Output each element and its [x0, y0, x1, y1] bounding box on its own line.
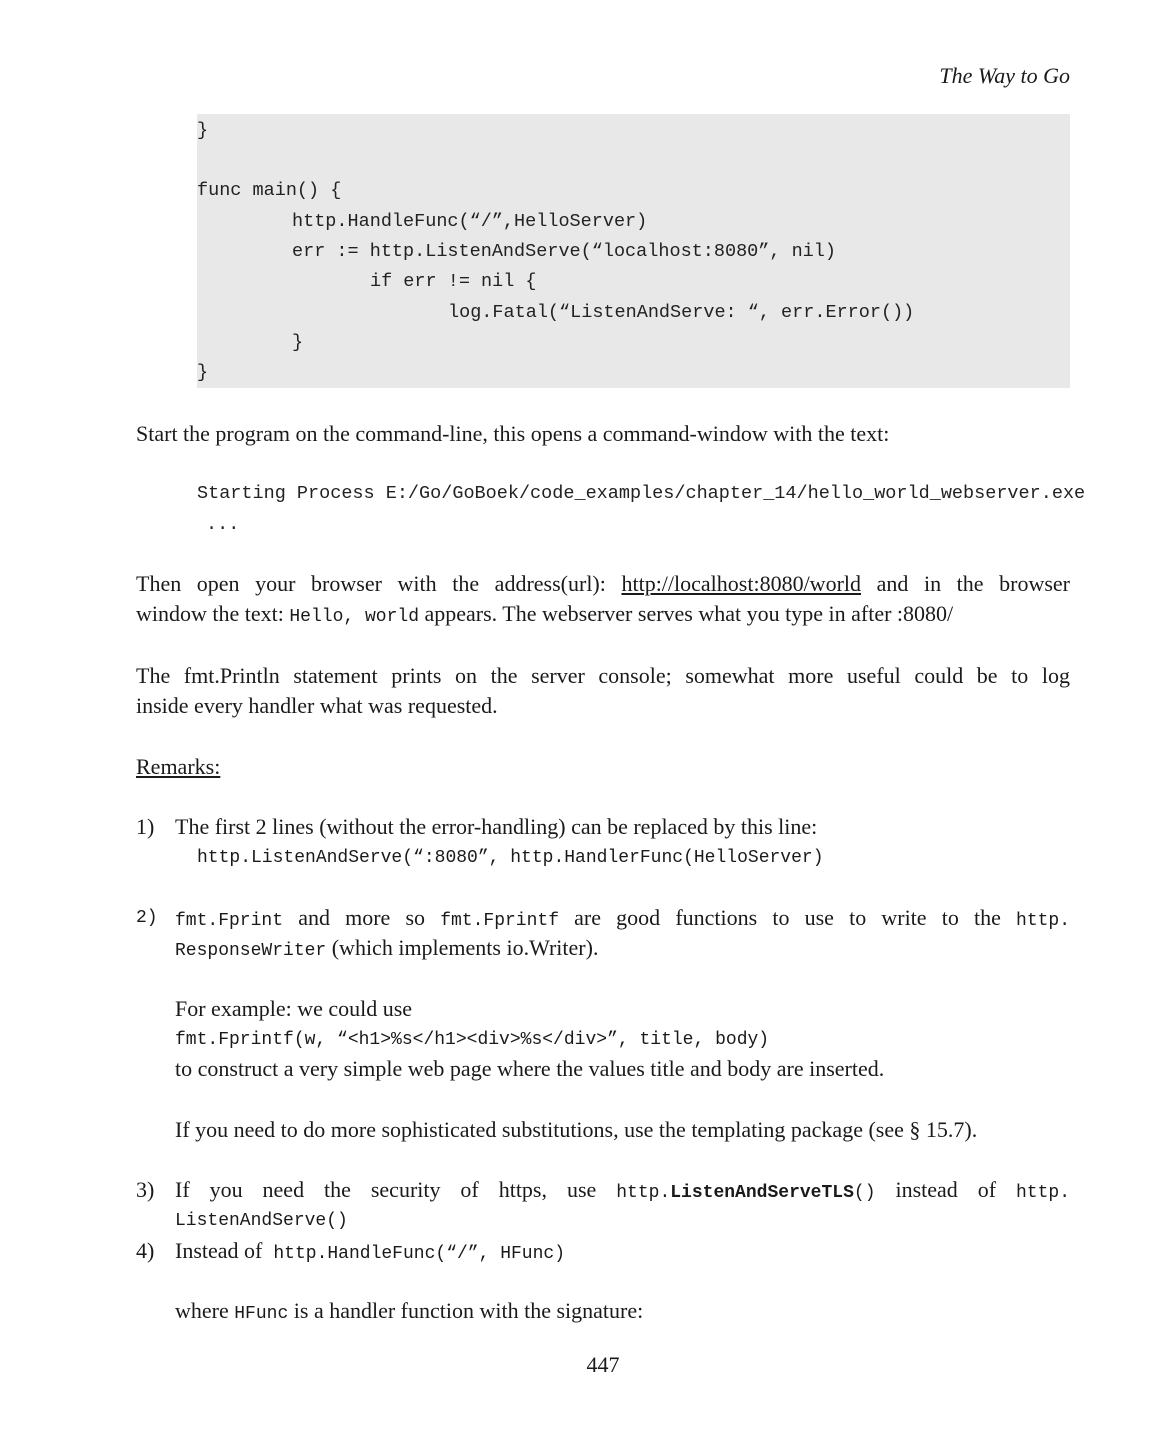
code-part: http.	[616, 1183, 671, 1203]
text: appears. The webserver serves what you type in after :8080/	[424, 601, 954, 626]
list-item-text: For example: we could use	[175, 996, 413, 1021]
paragraph-line	[136, 570, 1070, 598]
inline-code: http.	[1016, 1183, 1070, 1203]
inline-code: fmt.Fprint	[175, 911, 284, 931]
command-ellipsis: ...	[206, 514, 240, 535]
command-output: Starting Process E:/Go/GoBoek/code_examples/chapter_14/hello_world_webserver.exe	[197, 483, 1086, 504]
list-item-text	[175, 1297, 643, 1325]
page-number: 447	[586, 1352, 620, 1377]
code-line: }	[292, 332, 304, 353]
code-line: func main() {	[197, 180, 342, 201]
paragraph-line	[136, 600, 953, 628]
inline-code: fmt.Fprintf(w, “<h1>%s</h1><div>%s</div>”, title, body)	[175, 1030, 770, 1050]
code-line: if err != nil {	[370, 271, 537, 292]
localhost-link[interactable]: http://localhost:8080/world	[621, 571, 862, 596]
text: instead of	[895, 1177, 997, 1202]
paragraph-line: inside every handler what was requested.	[136, 693, 498, 718]
code-line: }	[197, 120, 209, 141]
remarks-heading: Remarks:	[136, 754, 221, 779]
code-part: ()	[853, 1183, 876, 1203]
list-number: 2)	[136, 908, 158, 928]
inline-code: http.HandleFunc(“/”, HFunc)	[273, 1244, 566, 1264]
text: (which implements io.Writer).	[331, 935, 599, 960]
inline-code: Hello, world	[289, 607, 419, 627]
text: Instead of	[175, 1238, 263, 1263]
inline-code: http.	[1016, 911, 1070, 931]
text: window the text:	[136, 601, 284, 626]
inline-code: ListenAndServe()	[175, 1211, 348, 1231]
list-item-text	[175, 1237, 565, 1265]
code-line: }	[197, 362, 209, 383]
paragraph: Start the program on the command-line, this opens a command-window with the text:	[136, 421, 890, 446]
list-number: 1)	[136, 814, 155, 839]
text: where	[175, 1298, 229, 1323]
list-number: 3)	[136, 1177, 155, 1202]
code-line: err := http.ListenAndServe(“localhost:8080”, nil)	[292, 241, 836, 262]
running-header: The Way to Go	[939, 63, 1070, 88]
list-item-text	[175, 904, 1070, 932]
text: are good functions to use to write to the	[574, 905, 1001, 930]
list-item-text	[175, 1176, 1070, 1204]
text: If you need the security of https, use	[175, 1177, 597, 1202]
list-number: 4)	[136, 1238, 155, 1263]
list-item-text: The first 2 lines (without the error-handling) can be replaced by this line:	[175, 814, 818, 839]
inline-code: HFunc	[234, 1304, 289, 1324]
inline-code: fmt.Fprintf	[440, 911, 560, 931]
text: and in the browser	[876, 571, 1070, 596]
text: is a handler function with the signature:	[293, 1298, 644, 1323]
inline-code: ResponseWriter	[175, 941, 327, 961]
code-line: http.HandleFunc(“/”,HelloServer)	[292, 211, 648, 232]
paragraph-line: The fmt.Println statement prints on the server console; somewhat more useful could be to log	[136, 663, 1070, 688]
text: Then open your browser with the address(url):	[136, 571, 606, 596]
code-bold: ListenAndServeTLS	[670, 1183, 854, 1203]
code-line: log.Fatal(“ListenAndServe: “, err.Error())	[448, 302, 915, 323]
inline-code: http.ListenAndServe(“:8080”, http.HandlerFunc(HelloServer)	[197, 848, 824, 868]
list-item-text: to construct a very simple web page where the values title and body are inserted.	[175, 1056, 885, 1081]
list-item-text	[175, 934, 598, 962]
inline-code	[616, 1183, 875, 1203]
text: and more so	[298, 905, 426, 930]
list-item-text: If you need to do more sophisticated substitutions, use the templating package (see § 15.7).	[175, 1117, 978, 1142]
